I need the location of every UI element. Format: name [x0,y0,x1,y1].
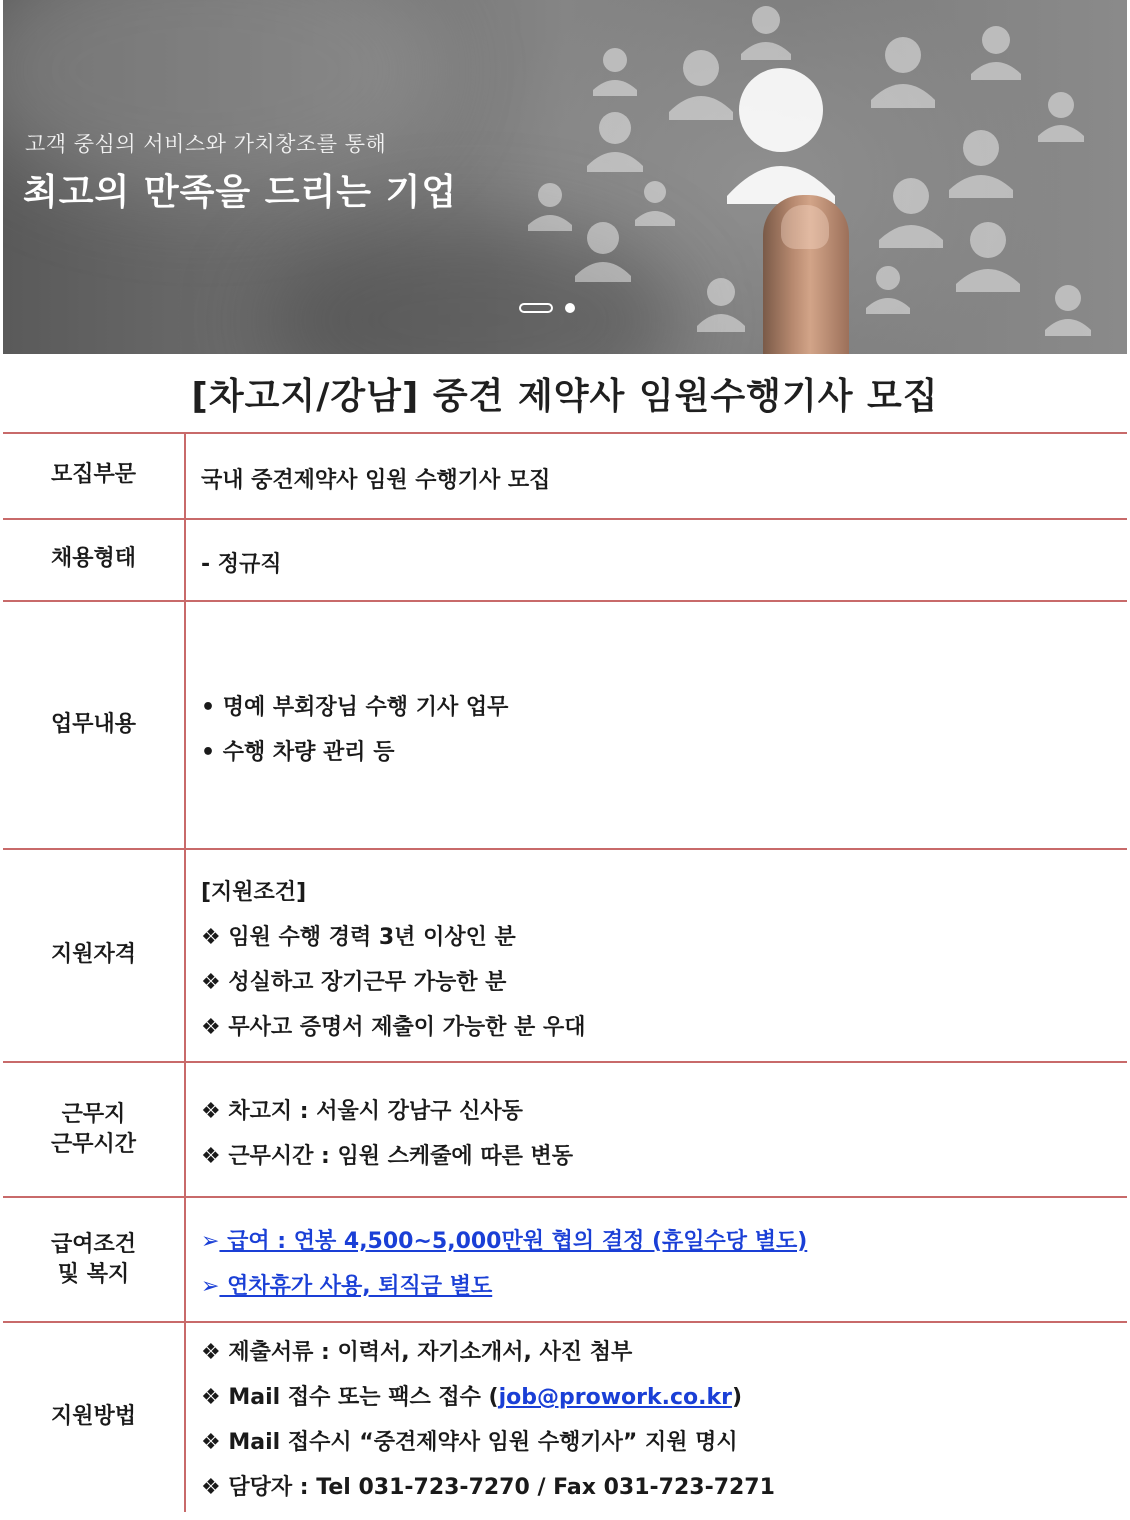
apply-line-prefix: ❖ Mail 접수 또는 팩스 접수 ( [201,1385,499,1410]
label-salary [3,1230,184,1290]
benefits-line [201,1264,807,1309]
hero-subtitle: 고객 중심의 서비스와 가치창조를 통해 [25,132,387,156]
label-workplace-line2: 근무시간 [50,1132,136,1157]
content-qualification [201,870,585,1050]
qualification-line: ❖ 무사고 증명서 제출이 가능한 분 우대 [201,1015,586,1040]
label-salary-line2: 및 복지 [57,1262,130,1287]
label-workplace-line1: 근무지 [61,1102,126,1127]
content-duties [201,685,508,775]
person-icon [879,178,943,248]
arrow-bullet-icon: ➢ [201,1274,220,1299]
department-line: 국내 중견제약사 임원 수행기사 모집 [201,468,551,493]
content-department [201,458,550,503]
label-qualification: 지원자격 [50,942,136,967]
qualification-line: ❖ 임원 수행 경력 3년 이상인 분 [201,925,516,950]
person-icon [949,130,1013,198]
person-icon [697,278,745,332]
person-icon [635,181,675,226]
featured-person-icon [727,68,835,204]
salary-line [201,1219,807,1264]
hero-banner [3,0,1127,354]
apply-line: ❖ 제출서류 : 이력서, 자기소개서, 사진 첨부 [201,1340,633,1365]
carousel-dot[interactable] [565,303,575,313]
label-duties: 업무내용 [50,712,136,737]
workplace-line: ❖ 근무시간 : 임원 스케줄에 따른 변동 [201,1144,574,1169]
content-workplace [201,1089,573,1179]
person-icon [593,48,637,96]
qualification-line: [지원조건] [201,880,307,905]
row-divider [3,1196,1127,1198]
benefits-text: 연차휴가 사용, 퇴직금 별도 [219,1274,493,1299]
person-icon [587,112,643,172]
apply-line [201,1375,775,1420]
qualification-line: ❖ 성실하고 장기근무 가능한 분 [201,970,507,995]
salary-text: 급여 : 연봉 4,500~5,000만원 협의 결정 (휴일수당 별도) [219,1229,808,1254]
person-icon [971,26,1021,80]
content-salary [201,1219,807,1309]
person-icon [669,50,733,120]
person-icon [956,222,1020,292]
row-divider [3,518,1127,520]
email-link[interactable]: job@prowork.co.kr [498,1385,732,1410]
label-workplace [3,1100,184,1160]
content-apply [201,1330,775,1510]
duties-line: • 수행 차량 관리 등 [201,740,395,765]
employment-line: - 정규직 [201,552,282,577]
row-divider [3,600,1127,602]
row-divider [3,1321,1127,1323]
column-divider [184,432,186,1512]
arrow-bullet-icon: ➢ [201,1229,220,1254]
fingernail [781,205,829,249]
duties-line: • 명예 부회장님 수행 기사 업무 [201,695,509,720]
workplace-line: ❖ 차고지 : 서울시 강남구 신사동 [201,1099,523,1124]
person-icon [871,37,935,108]
row-divider [3,1061,1127,1063]
content-employment [201,542,282,587]
apply-line: ❖ 담당자 : Tel 031-723-7270 / Fax 031-723-7271 [201,1475,775,1500]
person-icon [1038,92,1084,142]
hero-headline: 최고의 만족을 드리는 기업 [23,172,458,213]
person-icon [741,6,791,60]
apply-line: ❖ Mail 접수시 “중견제약사 임원 수행기사” 지원 명시 [201,1430,738,1455]
row-divider [3,432,1127,434]
row-divider [3,848,1127,850]
person-icon [528,183,572,231]
label-apply: 지원방법 [50,1404,136,1429]
carousel-dot-active[interactable] [519,303,553,313]
person-icon [1045,285,1091,336]
page-title: [차고지/강남] 중견 제약사 임원수행기사 모집 [191,376,939,417]
label-salary-line1: 급여조건 [50,1232,136,1257]
apply-line-suffix: ) [731,1385,743,1410]
person-icon [575,222,631,282]
label-employment: 채용형태 [50,546,136,571]
label-department: 모집부문 [50,462,136,487]
person-icon [866,266,910,314]
